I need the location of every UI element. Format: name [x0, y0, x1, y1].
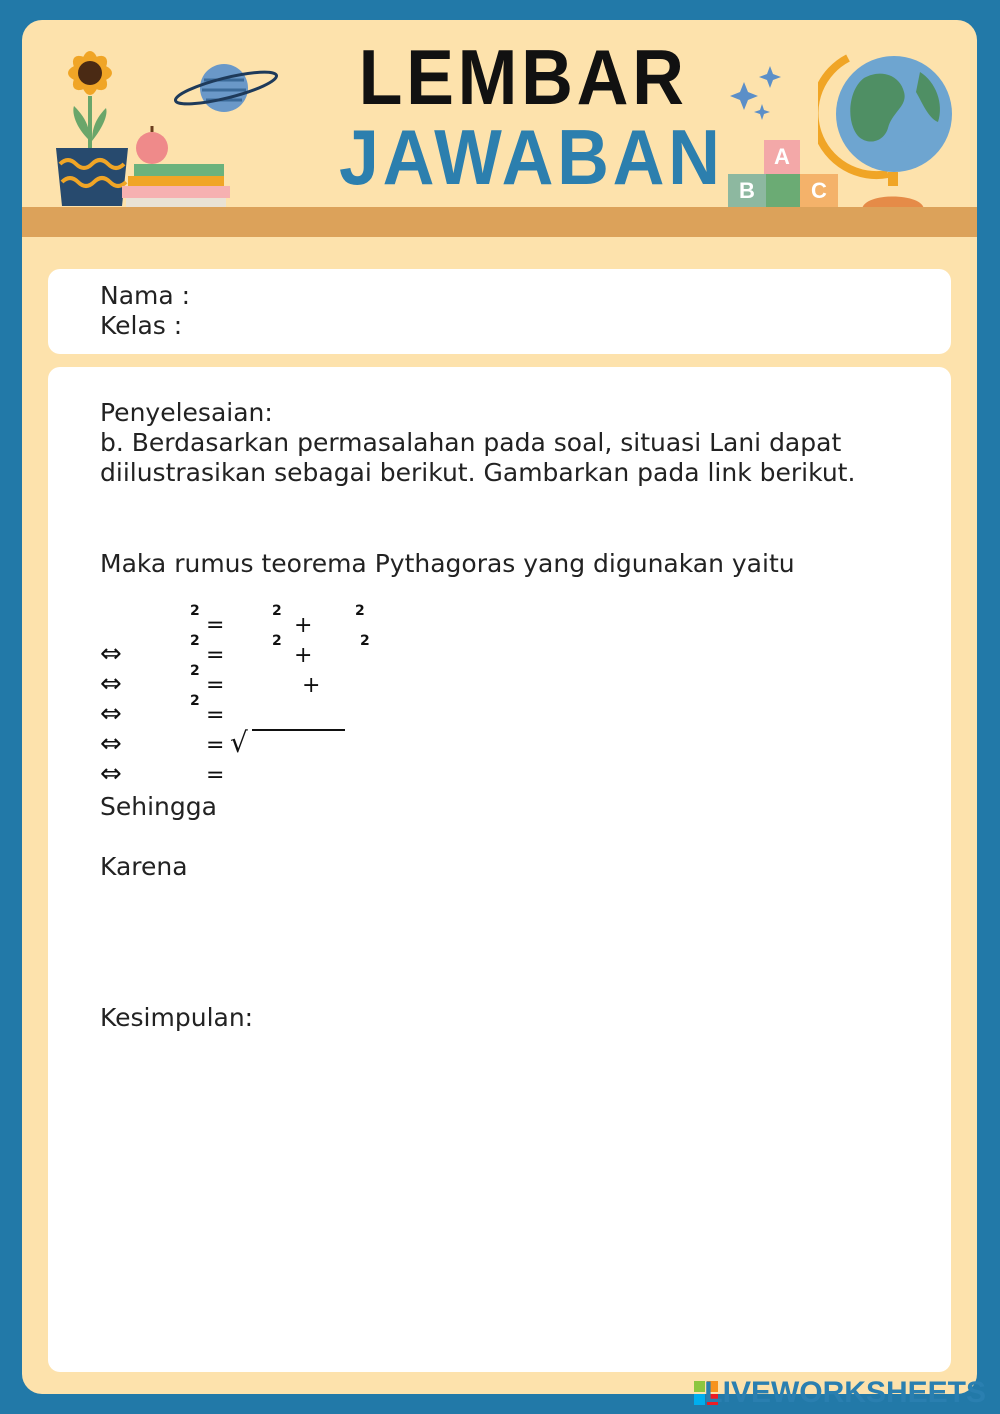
- block-a: A: [764, 140, 800, 174]
- iff-arrow: ⇔: [100, 699, 122, 729]
- conclusion-label: Kesimpulan:: [100, 1003, 254, 1032]
- identity-card: [48, 269, 951, 354]
- therefore-label: Sehingga: [100, 792, 217, 821]
- liveworksheets-watermark: LIVEWORKSHEETS: [704, 1376, 986, 1409]
- sunflower-icon: [67, 50, 112, 95]
- planet-icon: [172, 58, 282, 118]
- iff-arrow: ⇔: [100, 729, 122, 759]
- books-apple-illustration: [122, 126, 232, 208]
- plus-sign: +: [294, 643, 313, 668]
- equals-sign: =: [206, 703, 225, 728]
- question-line-1: b. Berdasarkan permasalahan pada soal, situasi Lani dapat: [100, 428, 842, 457]
- equals-sign: =: [206, 643, 225, 668]
- superscript: 2: [190, 663, 200, 679]
- superscript: 2: [190, 693, 200, 709]
- sparkle-icon: [728, 64, 788, 128]
- question-line-2: diilustrasikan sebagai berikut. Gambarkan pada link berikut.: [100, 458, 856, 487]
- block-c: C: [800, 174, 838, 208]
- globe-icon: [818, 42, 958, 210]
- superscript: 2: [272, 633, 282, 649]
- because-label: Karena: [100, 852, 188, 881]
- sqrt-bar: [252, 729, 345, 731]
- plus-sign: +: [302, 673, 321, 698]
- superscript: 2: [190, 633, 200, 649]
- iff-arrow: ⇔: [100, 639, 122, 669]
- superscript: 2: [190, 603, 200, 619]
- iff-arrow: ⇔: [100, 759, 122, 789]
- block-b: B: [728, 174, 766, 208]
- equals-sign: =: [206, 673, 225, 698]
- superscript: 2: [355, 603, 365, 619]
- equals-sign: =: [206, 733, 225, 758]
- equals-sign: =: [206, 763, 225, 788]
- title-lembar: LEMBAR: [358, 33, 688, 121]
- name-label: Nama :: [100, 281, 191, 310]
- answer-card: [48, 367, 951, 1372]
- apple-icon: [136, 132, 168, 164]
- worksheet-sheet: [22, 20, 977, 1394]
- shelf: [22, 207, 977, 237]
- block-green: [766, 174, 800, 208]
- title-jawaban: JAWABAN: [339, 113, 724, 201]
- superscript: 2: [360, 633, 370, 649]
- superscript: 2: [272, 603, 282, 619]
- class-label: Kelas :: [100, 311, 183, 340]
- equals-sign: =: [206, 613, 225, 638]
- sqrt-sign: √: [230, 726, 248, 759]
- formula-intro: Maka rumus teorema Pythagoras yang digunakan yaitu: [100, 549, 795, 578]
- iff-arrow: ⇔: [100, 669, 122, 699]
- plus-sign: +: [294, 613, 313, 638]
- solution-label: Penyelesaian:: [100, 398, 273, 427]
